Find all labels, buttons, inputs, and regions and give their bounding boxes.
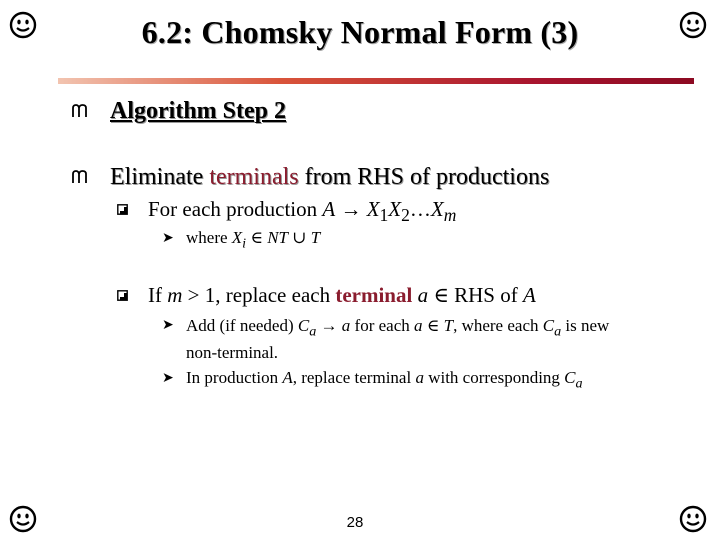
smiley-icon xyxy=(8,504,38,534)
terminal-set: T xyxy=(443,316,454,335)
eliminate-line xyxy=(110,164,549,191)
element-of: ∈ xyxy=(422,316,444,335)
terminal-set: T xyxy=(310,228,321,247)
element-of: ∈ xyxy=(246,228,268,247)
symbol-C: C xyxy=(564,368,576,387)
symbol-C: C xyxy=(297,316,310,335)
smiley-icon xyxy=(678,504,708,534)
element-of: ∈ xyxy=(428,283,455,307)
page-number: 28 xyxy=(346,514,364,531)
terminals-highlight: terminals xyxy=(209,164,299,190)
add-line xyxy=(186,315,696,363)
for-each-line xyxy=(148,197,456,226)
arrow-bullet-icon: ➤ xyxy=(162,317,174,333)
symbol-a: a xyxy=(414,316,423,335)
symbol-A: A xyxy=(522,283,536,307)
slide-title: 6.2: Chomsky Normal Form (3) xyxy=(141,14,579,50)
symbol-xi: X xyxy=(231,228,243,247)
eliminate-text: Eliminate xyxy=(110,164,210,190)
subscript-a: a xyxy=(309,323,317,340)
arrow-bullet-icon: ➤ xyxy=(162,230,174,246)
where-text: where xyxy=(186,228,232,247)
production-arrow: → xyxy=(316,316,342,335)
terminal-highlight: terminal xyxy=(335,283,413,307)
is-new-text: is new xyxy=(561,316,610,335)
replace-text: , replace terminal xyxy=(292,368,416,387)
title-divider xyxy=(58,78,694,84)
in-production-line xyxy=(186,368,583,392)
symbol-xm: X xyxy=(430,197,444,221)
ellipsis: … xyxy=(409,197,431,221)
symbol-a: a xyxy=(341,316,351,335)
symbol-x2: X xyxy=(388,197,402,221)
with-text: with corresponding xyxy=(423,368,565,387)
production-arrow: → xyxy=(340,197,362,221)
for-each-text: For each production xyxy=(148,197,323,221)
union-symbol: ∪ xyxy=(288,228,311,247)
symbol-m: m xyxy=(167,283,183,307)
if-text: If xyxy=(148,283,168,307)
production-lhs: A xyxy=(322,197,336,221)
symbol-x1: X xyxy=(366,197,380,221)
eliminate-text-end: from RHS of productions xyxy=(298,164,550,190)
heading-text: Algorithm Step 2 xyxy=(110,98,286,124)
step-heading xyxy=(110,98,286,125)
if-line xyxy=(148,283,536,308)
greater-than-text: > 1, replace each xyxy=(182,283,336,307)
where-line xyxy=(186,228,320,252)
subscript-m: m xyxy=(443,205,457,226)
add-text: Add (if needed) xyxy=(186,316,298,335)
arrow-bullet-icon: ➤ xyxy=(162,370,174,386)
square-bullet-icon xyxy=(117,290,128,301)
nonterminal-set: NT xyxy=(267,228,288,247)
symbol-a: a xyxy=(417,283,429,307)
in-production-text: In production xyxy=(186,368,283,387)
round-bullet-icon xyxy=(72,104,88,118)
symbol-C: C xyxy=(542,316,555,335)
subscript-i: i xyxy=(242,235,247,252)
for-each-text: for each xyxy=(350,316,415,335)
non-terminal-text: non-terminal. xyxy=(186,343,279,363)
square-bullet-icon xyxy=(117,204,128,215)
symbol-a: a xyxy=(415,368,424,387)
subscript-a: a xyxy=(554,323,562,340)
rhs-of-text: RHS of xyxy=(454,283,523,307)
symbol-A: A xyxy=(282,368,293,387)
subscript-2: 2 xyxy=(401,205,410,226)
subscript-1: 1 xyxy=(379,205,389,226)
where-each-text: , where each xyxy=(453,316,543,335)
round-bullet-icon xyxy=(72,170,88,184)
subscript-a: a xyxy=(575,375,583,392)
